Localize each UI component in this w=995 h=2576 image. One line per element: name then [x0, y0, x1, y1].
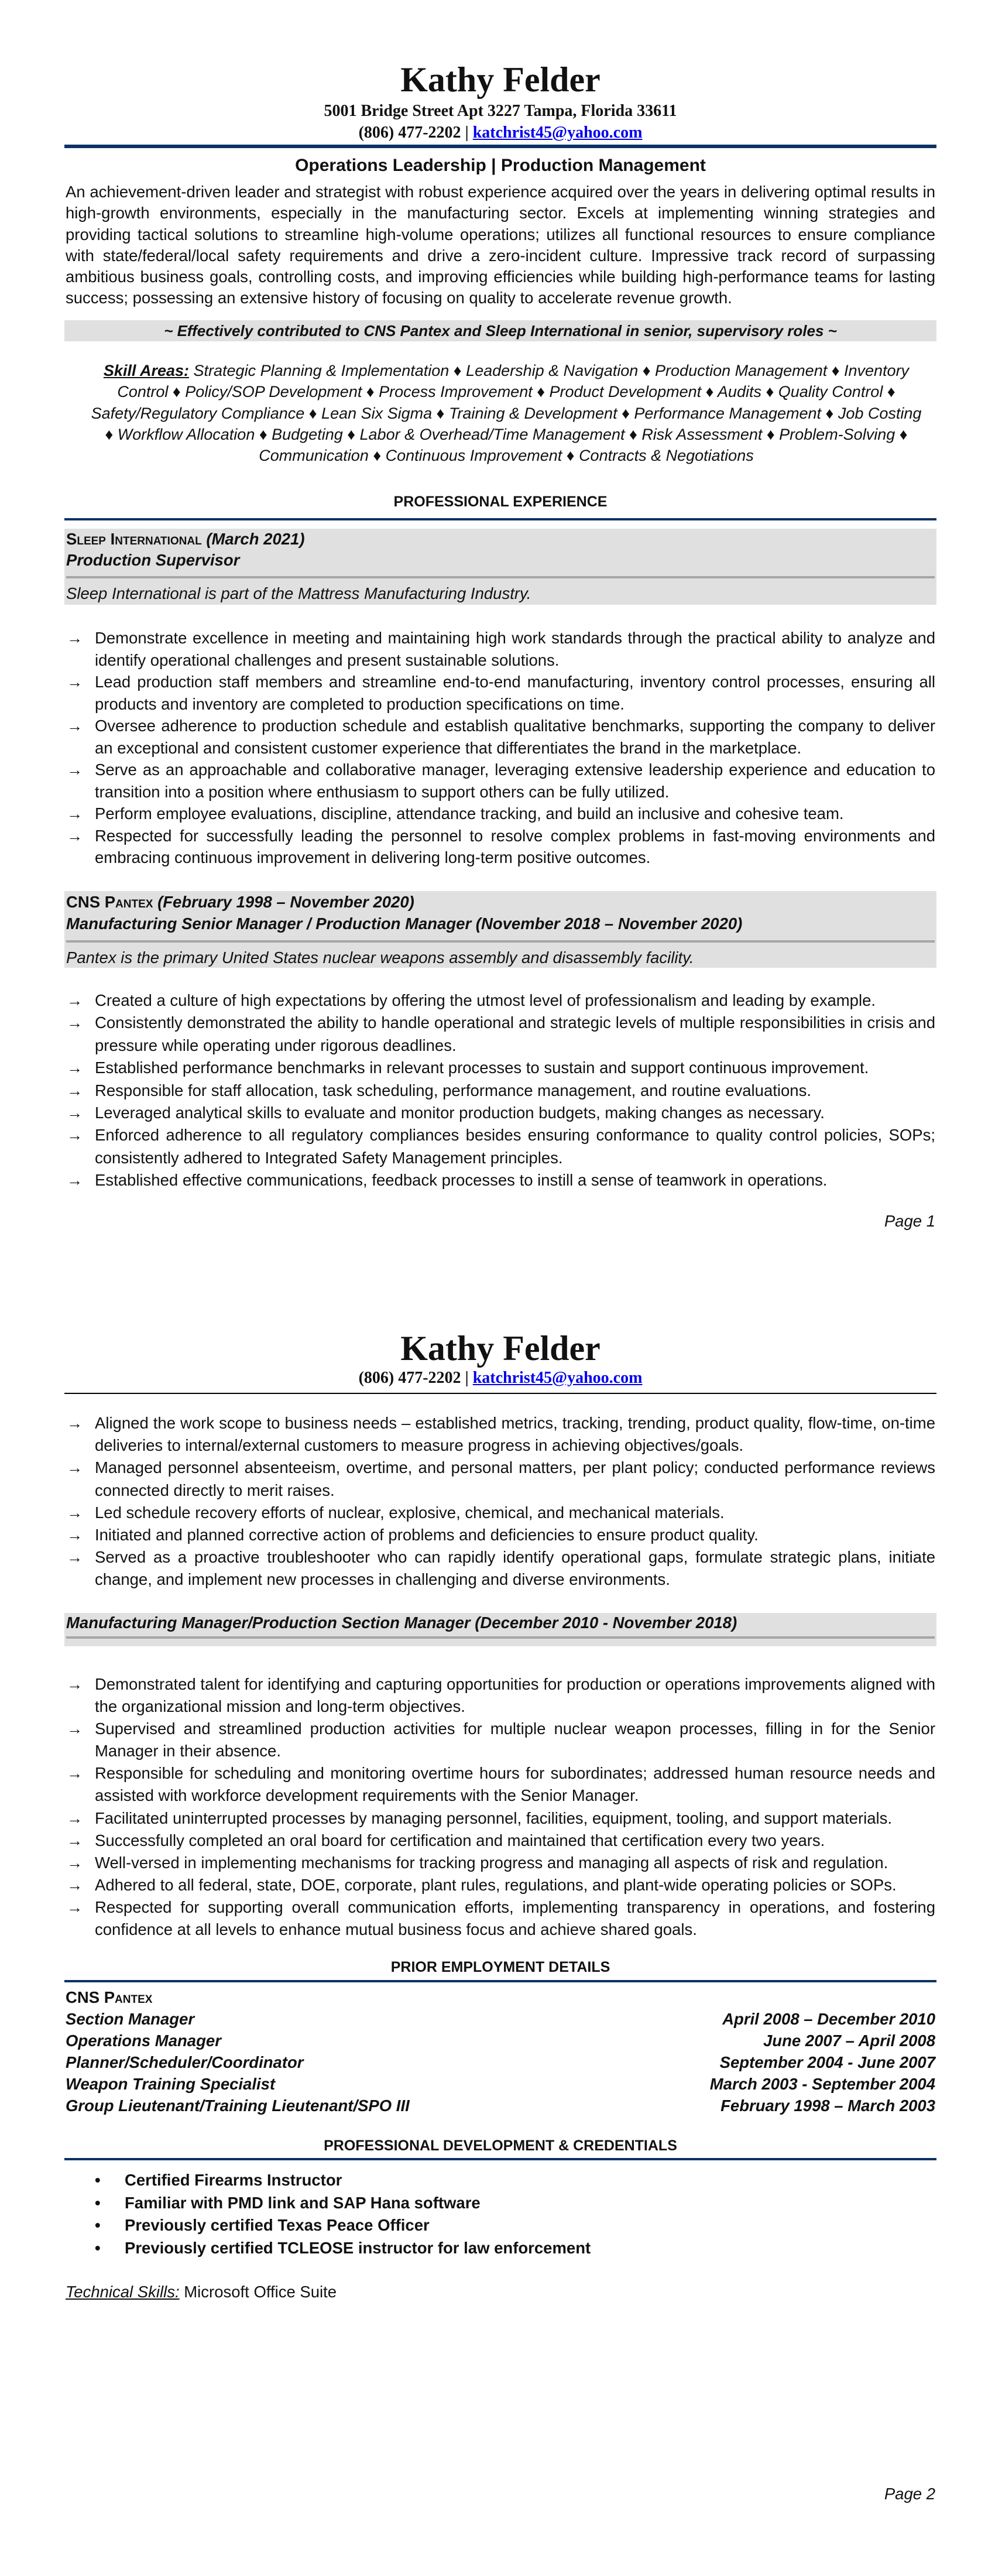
bullet-text: Respected for successfully leading the personnel to resolve complex problems in fast-moving environments and embracing continuous improvement in delivering long-term positive outcomes.	[95, 826, 935, 866]
page-number: Page 1	[884, 1212, 935, 1230]
skill-list	[91, 362, 922, 464]
company-description: Sleep International is part of the Mattress Manufacturing Industry.	[66, 584, 531, 602]
skill-item: Performance Management	[634, 404, 822, 422]
bullet-text: Established effective communications, feedback processes to instill a sense of teamwork in operations.	[95, 1171, 828, 1190]
skill-item: Quality Control	[778, 383, 883, 401]
bullet-text: Demonstrate excellence in meeting and maintaining high work standards through the practical ability to analyze and identify operational challenges and present sustainable solutions.	[95, 629, 935, 669]
bullet-text: Respected for supporting overall communication efforts, implementing transparency in operations, and fostering confidence at all levels to enhance mutual business focus and achieve shared goals.	[95, 1897, 935, 1939]
arrow-icon: →	[67, 804, 83, 823]
job-header-cns-pantex	[64, 891, 936, 968]
skill-item: Communication	[259, 447, 369, 465]
skill-item: Inventory Control	[117, 362, 910, 401]
skill-item: Production Management	[655, 362, 828, 379]
role-title: Weapon Training Specialist	[66, 2075, 276, 2093]
bullet-item	[66, 1524, 935, 1546]
job-bullets	[66, 989, 935, 1192]
bullet-item	[66, 1673, 935, 1718]
section-divider	[64, 518, 936, 520]
arrow-icon: →	[67, 1013, 83, 1032]
arrow-icon: →	[67, 1548, 83, 1567]
skill-item: Contracts & Negotiations	[579, 447, 754, 465]
page-number: Page 2	[884, 2485, 935, 2503]
bullet-dot-icon: •	[95, 2216, 101, 2235]
prior-roles-table	[66, 2008, 935, 2116]
arrow-icon: →	[67, 1526, 83, 1544]
bullet-item	[66, 1718, 935, 1762]
credential-text: Previously certified TCLEOSE instructor for law enforcement	[125, 2238, 591, 2257]
bullet-item	[66, 1080, 935, 1102]
job-header-divider	[66, 940, 935, 943]
bullet-item	[66, 1874, 935, 1896]
arrow-icon: →	[67, 1764, 83, 1783]
job-bullets	[66, 1412, 935, 1591]
skill-item: Product Development	[549, 383, 702, 401]
bullet-item	[66, 627, 935, 671]
skill-item: Training & Development	[448, 404, 617, 422]
arrow-icon: →	[67, 629, 83, 647]
bullet-text: Created a culture of high expectations by offering the utmost level of professionalism and leading by example.	[95, 991, 876, 1009]
prior-role-row	[66, 2095, 935, 2116]
arrow-icon: →	[67, 673, 83, 691]
prior-role-row	[66, 2051, 935, 2073]
contact-line	[66, 123, 935, 143]
arrow-icon: →	[67, 717, 83, 735]
job-title: Manufacturing Manager/Production Section Manager (December 2010 - November 2018)	[66, 1614, 737, 1632]
diamond-separator-icon: ♦	[883, 383, 896, 401]
highlight-banner: ~ Effectively contributed to CNS Pantex and Sleep International in senior, supervisory roles ~	[64, 320, 936, 341]
diamond-separator-icon: ♦	[821, 404, 838, 422]
skill-item: Budgeting	[272, 425, 343, 443]
job-header-manufacturing-manager	[64, 1613, 936, 1646]
diamond-separator-icon: ♦	[761, 383, 778, 401]
job-bullets	[66, 1673, 935, 1941]
diamond-separator-icon: ♦	[827, 362, 844, 379]
candidate-name: Kathy Felder	[400, 1329, 601, 1368]
role-title: Section Manager	[66, 2010, 195, 2028]
arrow-icon: →	[67, 1414, 83, 1432]
bullet-text: Perform employee evaluations, discipline, attendance tracking, and build an inclusive and cohesive team.	[95, 804, 844, 823]
diamond-separator-icon: ♦	[562, 447, 579, 465]
diamond-separator-icon: ♦	[625, 425, 642, 443]
email-link[interactable]: katchrist45@yahoo.com	[472, 124, 643, 142]
skill-item: Lean Six Sigma	[321, 404, 433, 422]
arrow-icon: →	[67, 1081, 83, 1099]
credential-text: Certified Firearms Instructor	[125, 2171, 342, 2189]
bullet-text: Managed personnel absenteeism, overtime, and personal matters, per plant policy; conducted performance reviews connected directly to merit raises.	[95, 1458, 935, 1499]
diamond-separator-icon: ♦	[532, 383, 550, 401]
bullet-text: Responsible for staff allocation, task scheduling, performance management, and routine evaluations.	[95, 1081, 811, 1099]
diamond-separator-icon: ♦	[168, 383, 186, 401]
role-title: Operations Manager	[66, 2032, 221, 2050]
bullet-text: Successfully completed an oral board for certification and maintained that certification every two years.	[95, 1831, 825, 1849]
bullet-item	[66, 803, 935, 825]
job-header-sleep-international	[64, 529, 936, 605]
candidate-name: Kathy Felder	[400, 60, 601, 99]
phone: (806) 477-2202	[358, 1369, 461, 1387]
bullet-item	[66, 1502, 935, 1524]
section-heading-prior-employment: PRIOR EMPLOYMENT DETAILS	[390, 1959, 610, 1975]
diamond-separator-icon: ♦	[638, 362, 656, 379]
bullet-item	[66, 1124, 935, 1169]
skill-areas	[88, 360, 925, 466]
job-title: Manufacturing Senior Manager / Production Manager (November 2018 – November 2020)	[66, 914, 743, 933]
section-heading-experience: PROFESSIONAL EXPERIENCE	[393, 494, 608, 510]
bullet-dot-icon: •	[95, 2171, 101, 2189]
arrow-icon: →	[67, 1675, 83, 1693]
arrow-icon: →	[67, 1059, 83, 1077]
company-name: CNS Pantex	[66, 893, 153, 911]
bullet-item	[66, 989, 935, 1012]
headline: Operations Leadership | Production Management	[295, 156, 706, 175]
skill-item: Risk Assessment	[641, 425, 763, 443]
bullet-item	[66, 715, 935, 759]
credentials-list	[66, 2169, 935, 2259]
bullet-text: Adhered to all federal, state, DOE, corporate, plant rules, regulations, and plant-wide operating policies or SOPs.	[95, 1875, 897, 1894]
skill-item: Problem-Solving	[779, 425, 896, 443]
email-link[interactable]: katchrist45@yahoo.com	[472, 1369, 643, 1387]
role-title: Planner/Scheduler/Coordinator	[66, 2053, 304, 2071]
diamond-separator-icon: ♦	[342, 425, 360, 443]
role-dates: September 2004 - June 2007	[719, 2053, 935, 2071]
bullet-text: Facilitated uninterrupted processes by managing personnel, facilities, equipment, tooling, and support materials.	[95, 1808, 893, 1827]
diamond-separator-icon: ♦	[105, 425, 118, 443]
arrow-icon: →	[67, 1503, 83, 1522]
job-title: Production Supervisor	[66, 551, 240, 569]
bullet-item	[66, 1057, 935, 1079]
bullet-item	[66, 1457, 935, 1501]
bullet-text: Responsible for scheduling and monitoring overtime hours for subordinates; addressed human resource needs and assisted with workforce development requirements with the Senior Manager.	[95, 1764, 935, 1805]
employment-dates: (February 1998 – November 2020)	[157, 893, 414, 911]
separator: |	[465, 124, 469, 142]
bullet-item	[66, 1102, 935, 1124]
arrow-icon: →	[67, 1104, 83, 1122]
bullet-text: Served as a proactive troubleshooter who can rapidly identify operational gaps, formulate strategic plans, initiate change, and implement new processes in challenging and diverse environments.	[95, 1548, 935, 1589]
skill-item: Process Improvement	[379, 383, 533, 401]
credential-item	[66, 2169, 935, 2192]
job-bullets	[66, 627, 935, 869]
bullet-item	[66, 1412, 935, 1457]
section-heading-credentials: PROFESSIONAL DEVELOPMENT & CREDENTIALS	[324, 2137, 677, 2154]
credential-text: Familiar with PMD link and SAP Hana software	[125, 2193, 481, 2212]
arrow-icon: →	[67, 1808, 83, 1827]
bullet-item	[66, 1762, 935, 1807]
diamond-separator-icon: ♦	[304, 404, 322, 422]
header-divider	[64, 145, 936, 148]
bullet-text: Aligned the work scope to business needs – established metrics, tracking, trending, product quality, flow-time, on-time deliveries to internal/external customers to measure progress in achieving objectives/goals.	[95, 1414, 935, 1455]
diamond-separator-icon: ♦	[895, 425, 908, 443]
bullet-item	[66, 1830, 935, 1852]
phone: (806) 477-2202	[358, 124, 461, 142]
prior-role-row	[66, 2008, 935, 2030]
bullet-item	[66, 1546, 935, 1591]
arrow-icon: →	[67, 991, 83, 1009]
skill-item: Workflow Allocation	[117, 425, 255, 443]
technical-skills-value: Microsoft Office Suite	[184, 2283, 337, 2301]
skill-item: Audits	[717, 383, 761, 401]
header-divider	[64, 1393, 936, 1394]
diamond-separator-icon: ♦	[762, 425, 780, 443]
summary-paragraph: An achievement-driven leader and strategist with robust experience acquired over the years in delivering optimal results in high-growth environments, especially in the manufacturing sector. Excels at implementing winning strategies and providing tactical solutions to streamline high-volume operations; utilizes all functional resources to ensure compliance with state/federal/local safety requirements and drive a zero-incident culture. Impressive track record of surpassing ambitious business goals, controlling costs, and improving efficiencies while building high-performance teams for lasting success; possessing an extensive history of focusing on quality to accelerate revenue growth.	[66, 183, 935, 307]
bullet-item	[66, 1807, 935, 1830]
diamond-separator-icon: ♦	[368, 447, 386, 465]
bullet-item	[66, 1012, 935, 1057]
diamond-separator-icon: ♦	[432, 404, 449, 422]
bullet-text: Leveraged analytical skills to evaluate and monitor production budgets, making changes as necessary.	[95, 1104, 825, 1122]
prior-role-row	[66, 2073, 935, 2095]
arrow-icon: →	[67, 1831, 83, 1849]
role-dates: June 2007 – April 2008	[763, 2032, 935, 2050]
bullet-text: Established performance benchmarks in relevant processes to sustain and support continuous improvement.	[95, 1059, 869, 1077]
role-dates: February 1998 – March 2003	[720, 2097, 935, 2115]
employment-dates: (March 2021)	[206, 530, 305, 548]
skill-item: Leadership & Navigation	[466, 362, 639, 379]
bullet-text: Enforced adherence to all regulatory compliances besides ensuring conformance to quality control policies, SOPs; consistently adhered to Integrated Safety Management principles.	[95, 1126, 935, 1167]
bullet-text: Demonstrated talent for identifying and capturing opportunities for production or operations improvements aligned with the organizational mission and long-term objectives.	[95, 1675, 935, 1716]
role-dates: March 2003 - September 2004	[709, 2075, 935, 2093]
technical-skills	[66, 2282, 935, 2303]
skill-item: Labor & Overhead/Time Management	[359, 425, 625, 443]
bullet-item	[66, 759, 935, 803]
arrow-icon: →	[67, 1719, 83, 1738]
bullet-dot-icon: •	[95, 2238, 101, 2257]
bullet-dot-icon: •	[95, 2193, 101, 2212]
diamond-separator-icon: ♦	[701, 383, 718, 401]
job-header-divider	[66, 1636, 935, 1639]
bullet-text: Serve as an approachable and collaborative manager, leveraging extensive leadership experience and education to transition into a position where enthusiasm to support others can be fully utilized.	[95, 761, 935, 801]
diamond-separator-icon: ♦	[255, 425, 272, 443]
arrow-icon: →	[67, 1171, 83, 1190]
bullet-text: Led schedule recovery efforts of nuclear, explosive, chemical, and mechanical materials.	[95, 1503, 725, 1522]
section-divider	[64, 1980, 936, 1982]
job-header-divider	[66, 576, 935, 578]
arrow-icon: →	[67, 1126, 83, 1145]
credential-item	[66, 2214, 935, 2237]
bullet-item	[66, 671, 935, 715]
skill-item: Job Costing	[838, 404, 922, 422]
arrow-icon: →	[67, 1897, 83, 1916]
bullet-text: Supervised and streamlined production activities for multiple nuclear weapon processes, filling in for the Senior Manager in their absence.	[95, 1719, 935, 1760]
bullet-item	[66, 825, 935, 869]
prior-employment	[66, 1986, 935, 2116]
company-name: Sleep International	[66, 530, 202, 548]
diamond-separator-icon: ♦	[362, 383, 379, 401]
credential-text: Previously certified Texas Peace Officer	[125, 2216, 430, 2235]
credential-item	[66, 2192, 935, 2215]
diamond-separator-icon: ♦	[449, 362, 466, 379]
bullet-item	[66, 1896, 935, 1941]
section-divider	[64, 2158, 936, 2160]
bullet-text: Well-versed in implementing mechanisms for tracking progress and managing all aspects of risk and regulation.	[95, 1853, 888, 1872]
bullet-text: Lead production staff members and streamline end-to-end manufacturing, inventory control processes, ensuring all products and inventory are completed to production specifications on time.	[95, 673, 935, 713]
prior-company: CNS Pantex	[66, 1988, 153, 2006]
role-title: Group Lieutenant/Training Lieutenant/SPO III	[66, 2097, 410, 2115]
technical-skills-label: Technical Skills:	[66, 2283, 180, 2301]
bullet-text: Oversee adherence to production schedule and establish qualitative benchmarks, supporting the company to deliver an exceptional and consistent customer experience that differentiates the brand in the marketplace.	[95, 717, 935, 757]
skill-item: Policy/SOP Development	[185, 383, 362, 401]
bullet-item	[66, 1169, 935, 1191]
skill-areas-label: Skill Areas:	[103, 362, 189, 379]
arrow-icon: →	[67, 1875, 83, 1894]
role-dates: April 2008 – December 2010	[722, 2010, 935, 2028]
arrow-icon: →	[67, 1853, 83, 1872]
diamond-separator-icon: ♦	[617, 404, 634, 422]
skill-item: Safety/Regulatory Compliance	[91, 404, 305, 422]
company-description: Pantex is the primary United States nuclear weapons assembly and disassembly facility.	[66, 948, 694, 967]
contact-line	[66, 1368, 935, 1388]
separator: |	[465, 1369, 469, 1387]
arrow-icon: →	[67, 826, 83, 845]
arrow-icon: →	[67, 1458, 83, 1477]
credential-item	[66, 2237, 935, 2260]
bullet-text: Initiated and planned corrective action of problems and deficiencies to ensure product quality.	[95, 1526, 759, 1544]
bullet-text: Consistently demonstrated the ability to handle operational and strategic levels of multiple responsibilities in crisis and pressure while operating under rigorous deadlines.	[95, 1013, 935, 1054]
arrow-icon: →	[67, 761, 83, 779]
prior-role-row	[66, 2030, 935, 2051]
address: 5001 Bridge Street Apt 3227 Tampa, Florida 33611	[324, 102, 677, 120]
skill-item: Strategic Planning & Implementation	[193, 362, 450, 379]
skill-item: Continuous Improvement	[385, 447, 562, 465]
bullet-item	[66, 1852, 935, 1874]
